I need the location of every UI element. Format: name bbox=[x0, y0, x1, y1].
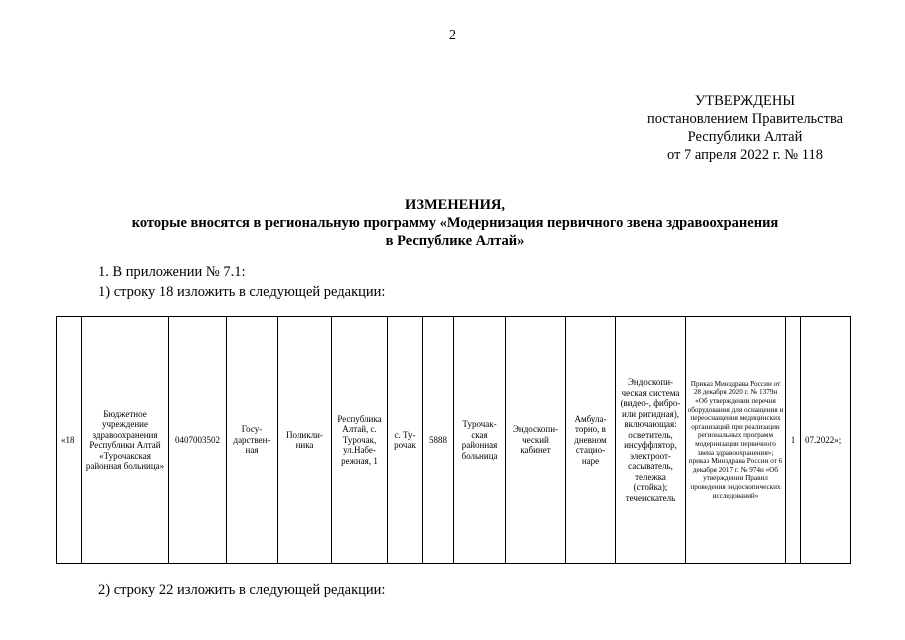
cell-locality: с. Ту-рочак bbox=[388, 317, 423, 564]
cell-population: 5888 bbox=[423, 317, 454, 564]
title-line-2: которые вносятся в региональную программу «Модернизация первичного звена здравоохранения bbox=[131, 215, 779, 231]
approval-line-1: УТВЕРЖДЕНЫ bbox=[694, 93, 796, 109]
document-title bbox=[60, 196, 850, 250]
paragraph-row-22: 2) строку 22 изложить в следующей редакции: bbox=[98, 582, 386, 598]
cell-quantity: 1 bbox=[786, 317, 801, 564]
row-18-table bbox=[56, 316, 851, 564]
cell-ownership: Госу-дарствен-ная bbox=[227, 317, 278, 564]
cell-code: 0407003502 bbox=[169, 317, 227, 564]
cell-division: Турочак-ская районная больница bbox=[454, 317, 506, 564]
approval-stamp bbox=[620, 92, 870, 164]
paragraph-appendix: 1. В приложении № 7.1: bbox=[98, 264, 246, 280]
table-row bbox=[57, 317, 851, 564]
cell-regulation: Приказ Минздрава России от 28 декабря 2020 г. № 1379н «Об утверждении перечня оборудования для оснащения и переоснащения медицинских организаций при реализации региональных программ модернизации первичного звена здравоохранения»; приказ Минздрава России от 6 декабря 2017 г. № 974н «Об утверждении Правил проведения эндоскопических исследований» bbox=[686, 317, 786, 564]
title-line-3: в Республике Алтай» bbox=[385, 233, 525, 249]
title-line-1: ИЗМЕНЕНИЯ, bbox=[405, 197, 505, 213]
approval-line-4: от 7 апреля 2022 г. № 118 bbox=[667, 147, 823, 163]
cell-date: 07.2022»; bbox=[801, 317, 851, 564]
cell-address: Республика Алтай, с. Турочак, ул.Набе-режная, 1 bbox=[332, 317, 388, 564]
approval-line-2: постановлением Правительства bbox=[646, 111, 844, 127]
cell-cabinet: Эндоскопи-ческий кабинет bbox=[506, 317, 566, 564]
cell-care-form: Амбула-торно, в дневном стацио-наре bbox=[566, 317, 616, 564]
approval-line-3: Республики Алтай bbox=[687, 129, 803, 145]
cell-type: Поликли-ника bbox=[278, 317, 332, 564]
cell-number: «18 bbox=[57, 317, 82, 564]
page-number: 2 bbox=[449, 28, 456, 43]
paragraph-row-18: 1) строку 18 изложить в следующей редакции: bbox=[98, 284, 386, 300]
cell-equipment: Эндоскопи-ческая система (видео-, фибро- или ригидная), включающая: осветитель, инсуффлятор, электроот-сасыватель, тележка (стойка); течеискатель bbox=[616, 317, 686, 564]
cell-institution: Бюджетное учреждение здравоохранения Республики Алтай «Турочакская районная больница» bbox=[82, 317, 169, 564]
